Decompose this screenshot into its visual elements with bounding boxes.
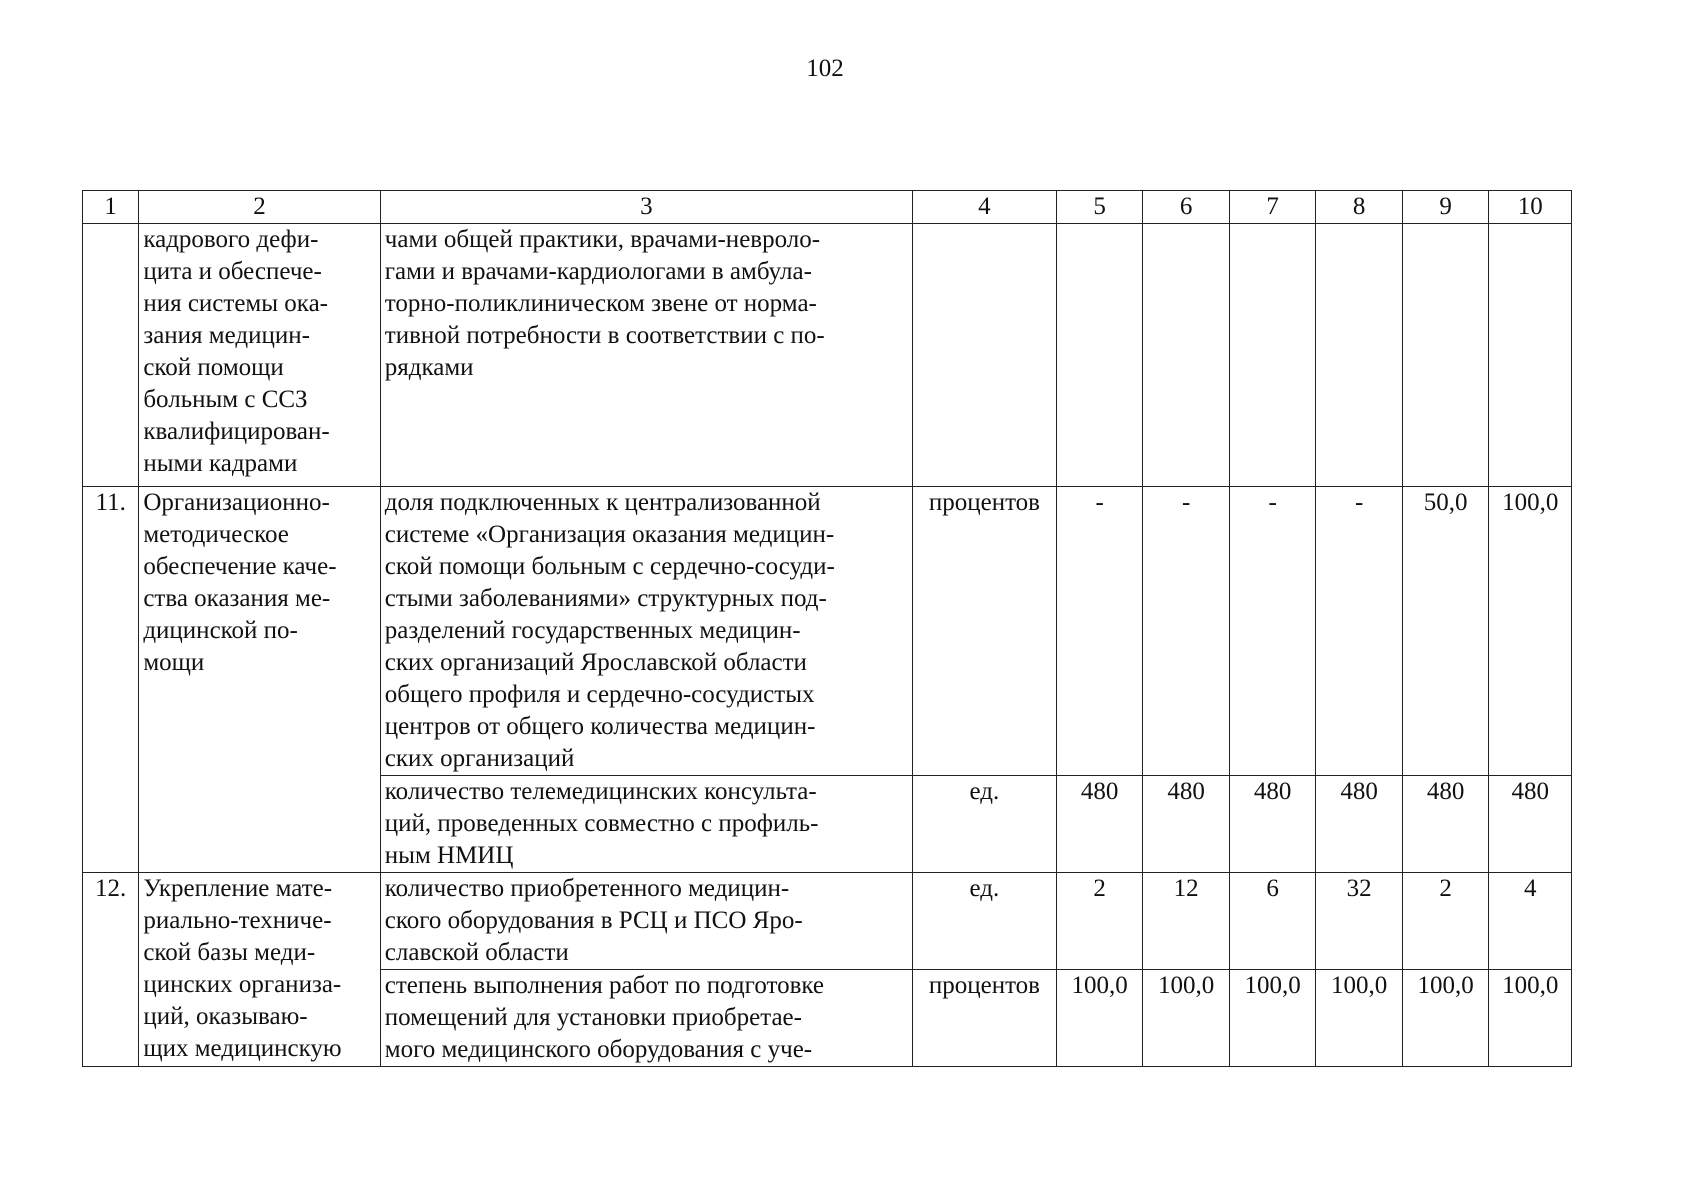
value-cell: 480	[1143, 776, 1230, 873]
value-cell: 480	[1229, 776, 1316, 873]
header-cell: 5	[1056, 191, 1143, 224]
value-cell: -	[1316, 487, 1403, 776]
value-cell: 480	[1489, 776, 1572, 873]
header-cell: 6	[1143, 191, 1230, 224]
value-cell: 100,0	[1143, 970, 1230, 1067]
page-number: 102	[806, 55, 844, 82]
indicator-cell: количество приобретенного медицин- ского оборудования в РСЦ и ПСО Яро- славской области	[380, 873, 912, 970]
value-cell: 12	[1143, 873, 1230, 970]
indicator-cell: степень выполнения работ по подготовке помещений для установки приобретае- мого медицинского оборудования с уче-	[380, 970, 912, 1067]
value-cell: 4	[1489, 873, 1572, 970]
unit-cell: процентов	[912, 970, 1056, 1067]
value-cell: -	[1143, 487, 1230, 776]
event-name-cell: кадрового дефи- цита и обеспече- ния системы ока- зания медицин- ской помощи больным с ССЗ квалифицирован- ными кадрами	[139, 224, 380, 487]
value-cell: 480	[1316, 776, 1403, 873]
value-cell: 50,0	[1402, 487, 1489, 776]
unit-cell: процентов	[912, 487, 1056, 776]
indicator-cell: чами общей практики, врачами-невроло- гами и врачами-кардиологами в амбула- торно-поликлиническом звене от норма- тивной потребности в соответствии с по- рядками	[380, 224, 912, 487]
value-cell: -	[1229, 487, 1316, 776]
row-number-cell: 11.	[83, 487, 139, 873]
indicator-table	[82, 190, 1572, 1067]
value-cell: -	[1056, 487, 1143, 776]
header-cell: 3	[380, 191, 912, 224]
value-cell: 100,0	[1489, 487, 1572, 776]
row-number-cell: 12.	[83, 873, 139, 1067]
unit-cell: ед.	[912, 873, 1056, 970]
event-name-cell: Укрепление мате- риально-техниче- ской базы меди- цинских организа- ций, оказываю- щих медицинскую	[139, 873, 380, 1067]
value-cell: 480	[1056, 776, 1143, 873]
row-number-cell	[83, 224, 139, 487]
value-cell: 2	[1402, 873, 1489, 970]
value-cell: 100,0	[1489, 970, 1572, 1067]
header-cell: 8	[1316, 191, 1403, 224]
header-cell: 2	[139, 191, 380, 224]
header-row	[83, 191, 1572, 224]
indicator-cell: доля подключенных к централизованной системе «Организация оказания медицин- ской помощи больным с сердечно-сосуди- стыми заболеваниями» структурных под- разделений государственных медицин- ских организаций Ярославской области общего профиля и сердечно-сосудистых центров от общего количества медицин- ских организаций	[380, 487, 912, 776]
header-cell: 7	[1229, 191, 1316, 224]
header-cell: 10	[1489, 191, 1572, 224]
header-cell: 1	[83, 191, 139, 224]
event-name-cell: Организационно- методическое обеспечение каче- ства оказания ме- дицинской по- мощи	[139, 487, 380, 873]
value-cell: 100,0	[1402, 970, 1489, 1067]
unit-cell: ед.	[912, 776, 1056, 873]
value-cell: 32	[1316, 873, 1403, 970]
table-row-11a	[83, 487, 1572, 776]
value-cell: 100,0	[1316, 970, 1403, 1067]
value-cell: 480	[1402, 776, 1489, 873]
header-cell: 9	[1402, 191, 1489, 224]
header-cell: 4	[912, 191, 1056, 224]
value-cell: 6	[1229, 873, 1316, 970]
value-cell: 100,0	[1056, 970, 1143, 1067]
table-row-continuation	[83, 224, 1572, 487]
table-row-12a	[83, 873, 1572, 970]
value-cell: 2	[1056, 873, 1143, 970]
value-cell: 100,0	[1229, 970, 1316, 1067]
indicator-cell: количество телемедицинских консульта- ций, проведенных совместно с профиль- ным НМИЦ	[380, 776, 912, 873]
